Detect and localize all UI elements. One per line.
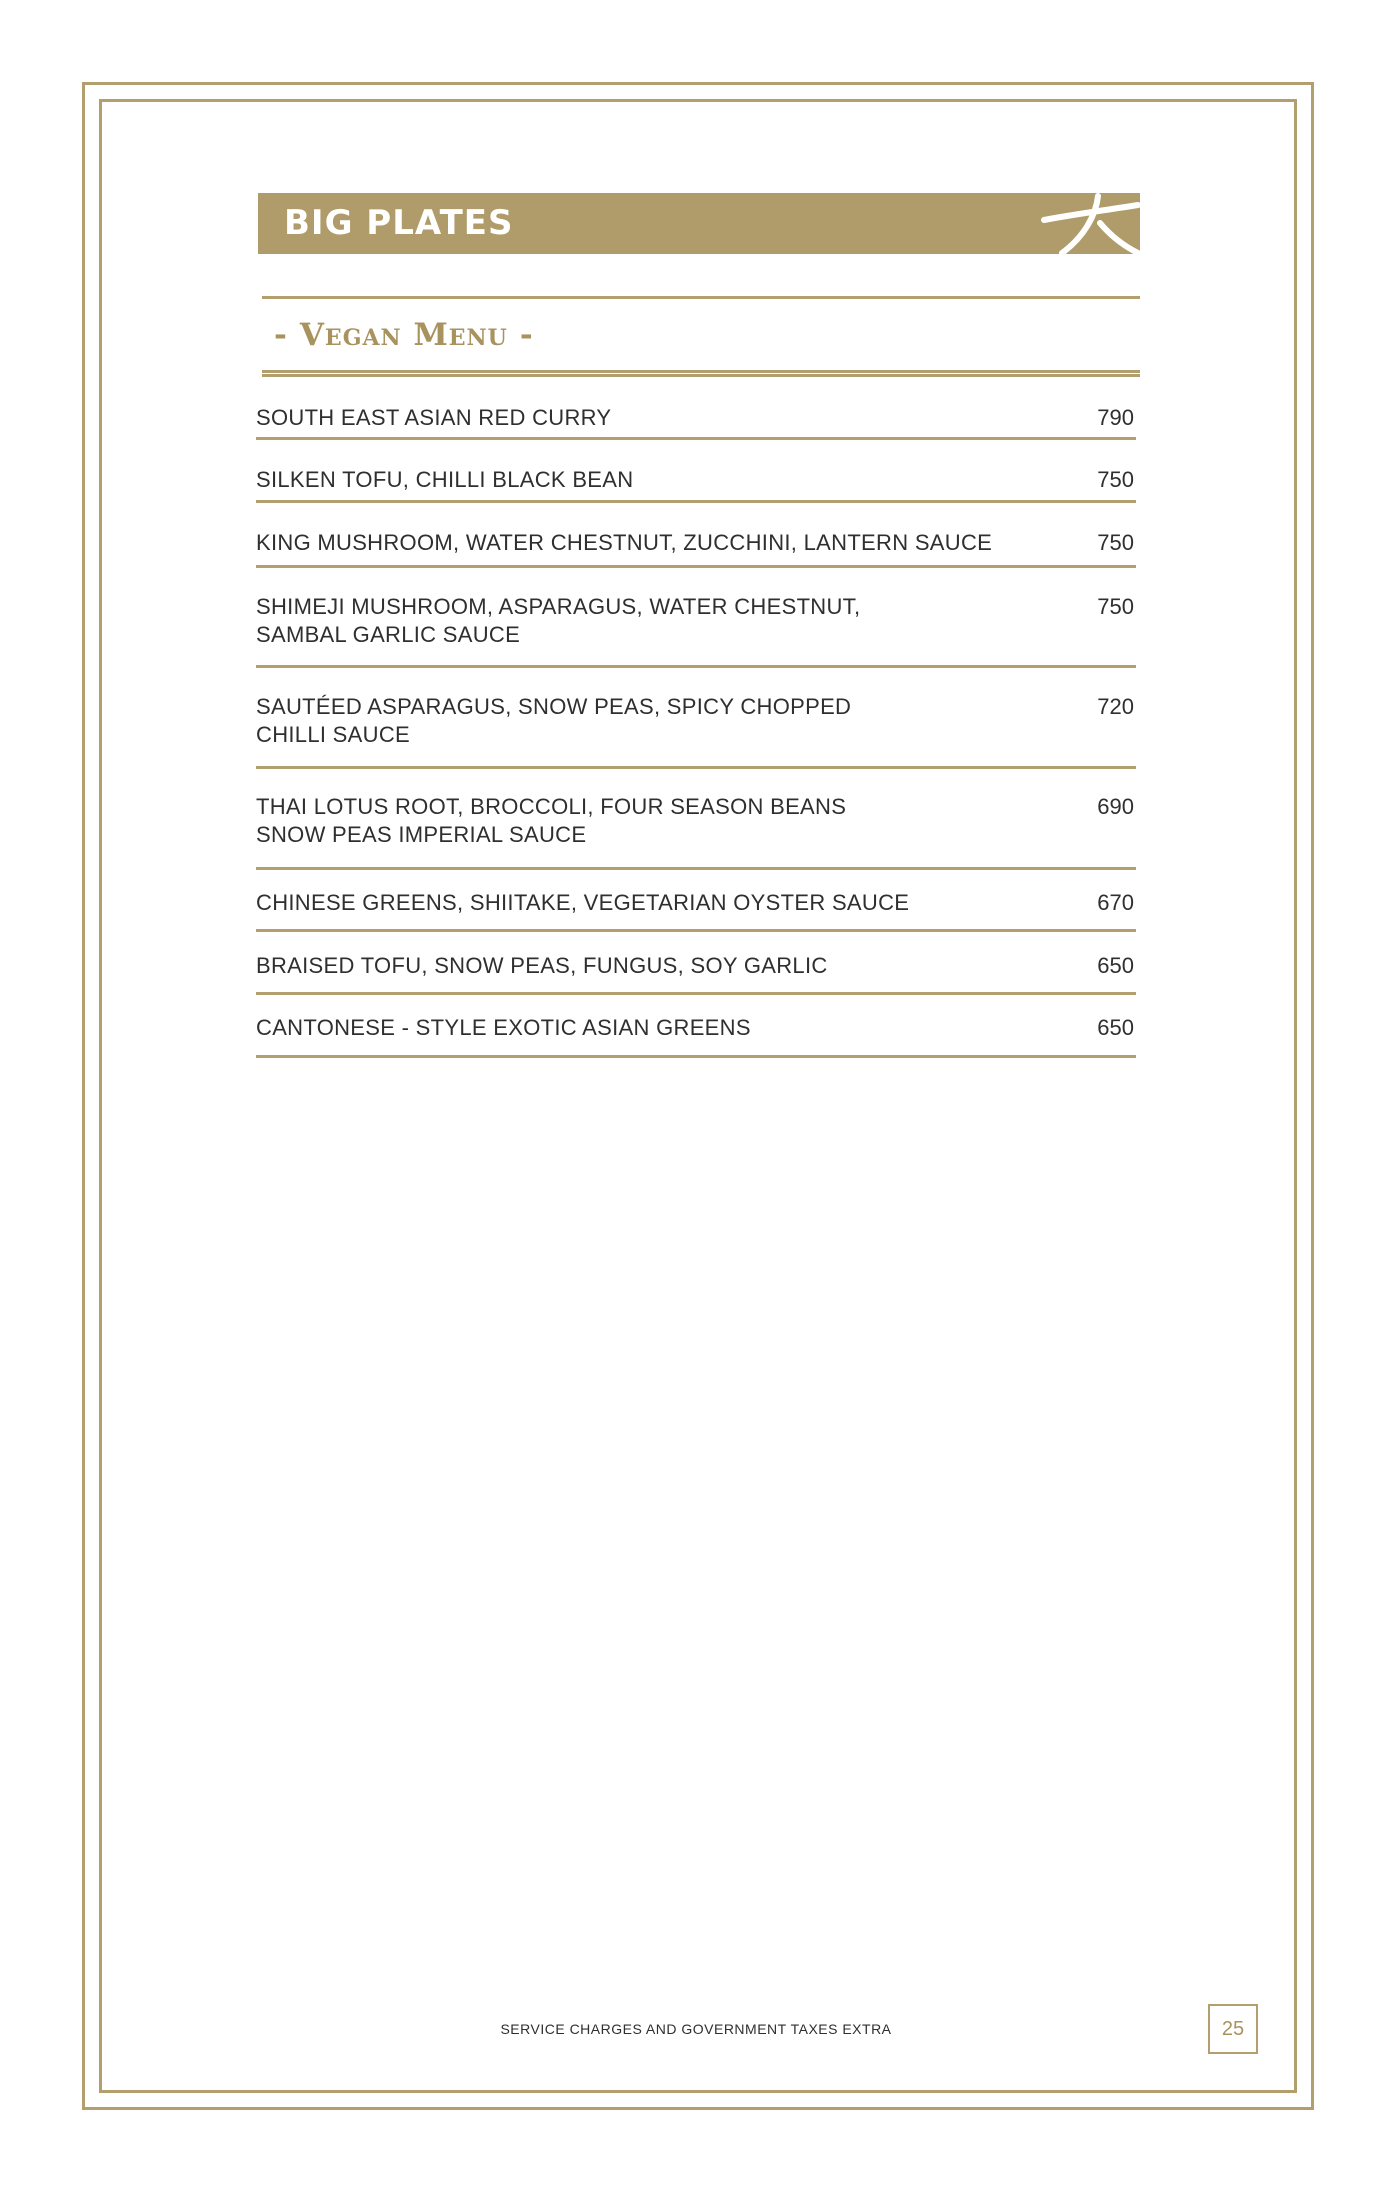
page-title: BIG PLATES: [284, 203, 514, 243]
menu-item-name: BRAISED TOFU, SNOW PEAS, FUNGUS, SOY GARLIC: [256, 953, 828, 978]
chinese-character-da-logo-icon: [1040, 193, 1140, 254]
menu-item-price: 750: [1097, 467, 1134, 492]
page-number: 25: [1208, 2004, 1258, 2054]
section-title-text: Vegan Menu: [299, 317, 508, 353]
page-border-inner: [99, 99, 1297, 2093]
menu-item-divider: [256, 565, 1136, 568]
menu-item-name: SOUTH EAST ASIAN RED CURRY: [256, 405, 612, 430]
menu-item-name: SHIMEJI MUSHROOM, ASPARAGUS, WATER CHESTNUT, SAMBAL GARLIC SAUCE: [256, 594, 861, 647]
menu-item-divider: [256, 766, 1136, 769]
menu-item-divider: [256, 500, 1136, 503]
menu-item-price: 650: [1097, 1015, 1134, 1040]
menu-item-divider: [256, 929, 1136, 932]
menu-item-name: SAUTÉED ASPARAGUS, SNOW PEAS, SPICY CHOPPED CHILLI SAUCE: [256, 694, 852, 747]
section-divider-top: [262, 296, 1140, 299]
section-title-dash-right: -: [519, 317, 534, 353]
menu-item-price: 750: [1097, 530, 1134, 555]
menu-item-price: 670: [1097, 890, 1134, 915]
menu-item-price: 720: [1097, 694, 1134, 719]
menu-item-name: KING MUSHROOM, WATER CHESTNUT, ZUCCHINI, LANTERN SAUCE: [256, 530, 993, 555]
menu-item-price: 790: [1097, 405, 1134, 430]
footer-note: SERVICE CHARGES AND GOVERNMENT TAXES EXTRA: [500, 2021, 892, 2037]
menu-item-price: 750: [1097, 594, 1134, 619]
section-title: [262, 313, 546, 357]
menu-item-price: 650: [1097, 953, 1134, 978]
menu-item-divider: [256, 867, 1136, 870]
menu-item-divider: [256, 992, 1136, 995]
menu-item-name: CANTONESE - STYLE EXOTIC ASIAN GREENS: [256, 1015, 751, 1040]
menu-item-divider: [256, 1055, 1136, 1058]
section-header-band: [258, 193, 1140, 254]
menu-item-divider: [256, 437, 1136, 440]
section-divider-bottom: [262, 370, 1140, 377]
menu-item-price: 690: [1097, 794, 1134, 819]
menu-item-name: SILKEN TOFU, CHILLI BLACK BEAN: [256, 467, 634, 492]
section-title-dash-left: -: [274, 317, 288, 353]
menu-item-divider: [256, 665, 1136, 668]
menu-item-name: THAI LOTUS ROOT, BROCCOLI, FOUR SEASON BEANS SNOW PEAS IMPERIAL SAUCE: [256, 794, 847, 847]
menu-item-name: CHINESE GREENS, SHIITAKE, VEGETARIAN OYSTER SAUCE: [256, 890, 910, 915]
